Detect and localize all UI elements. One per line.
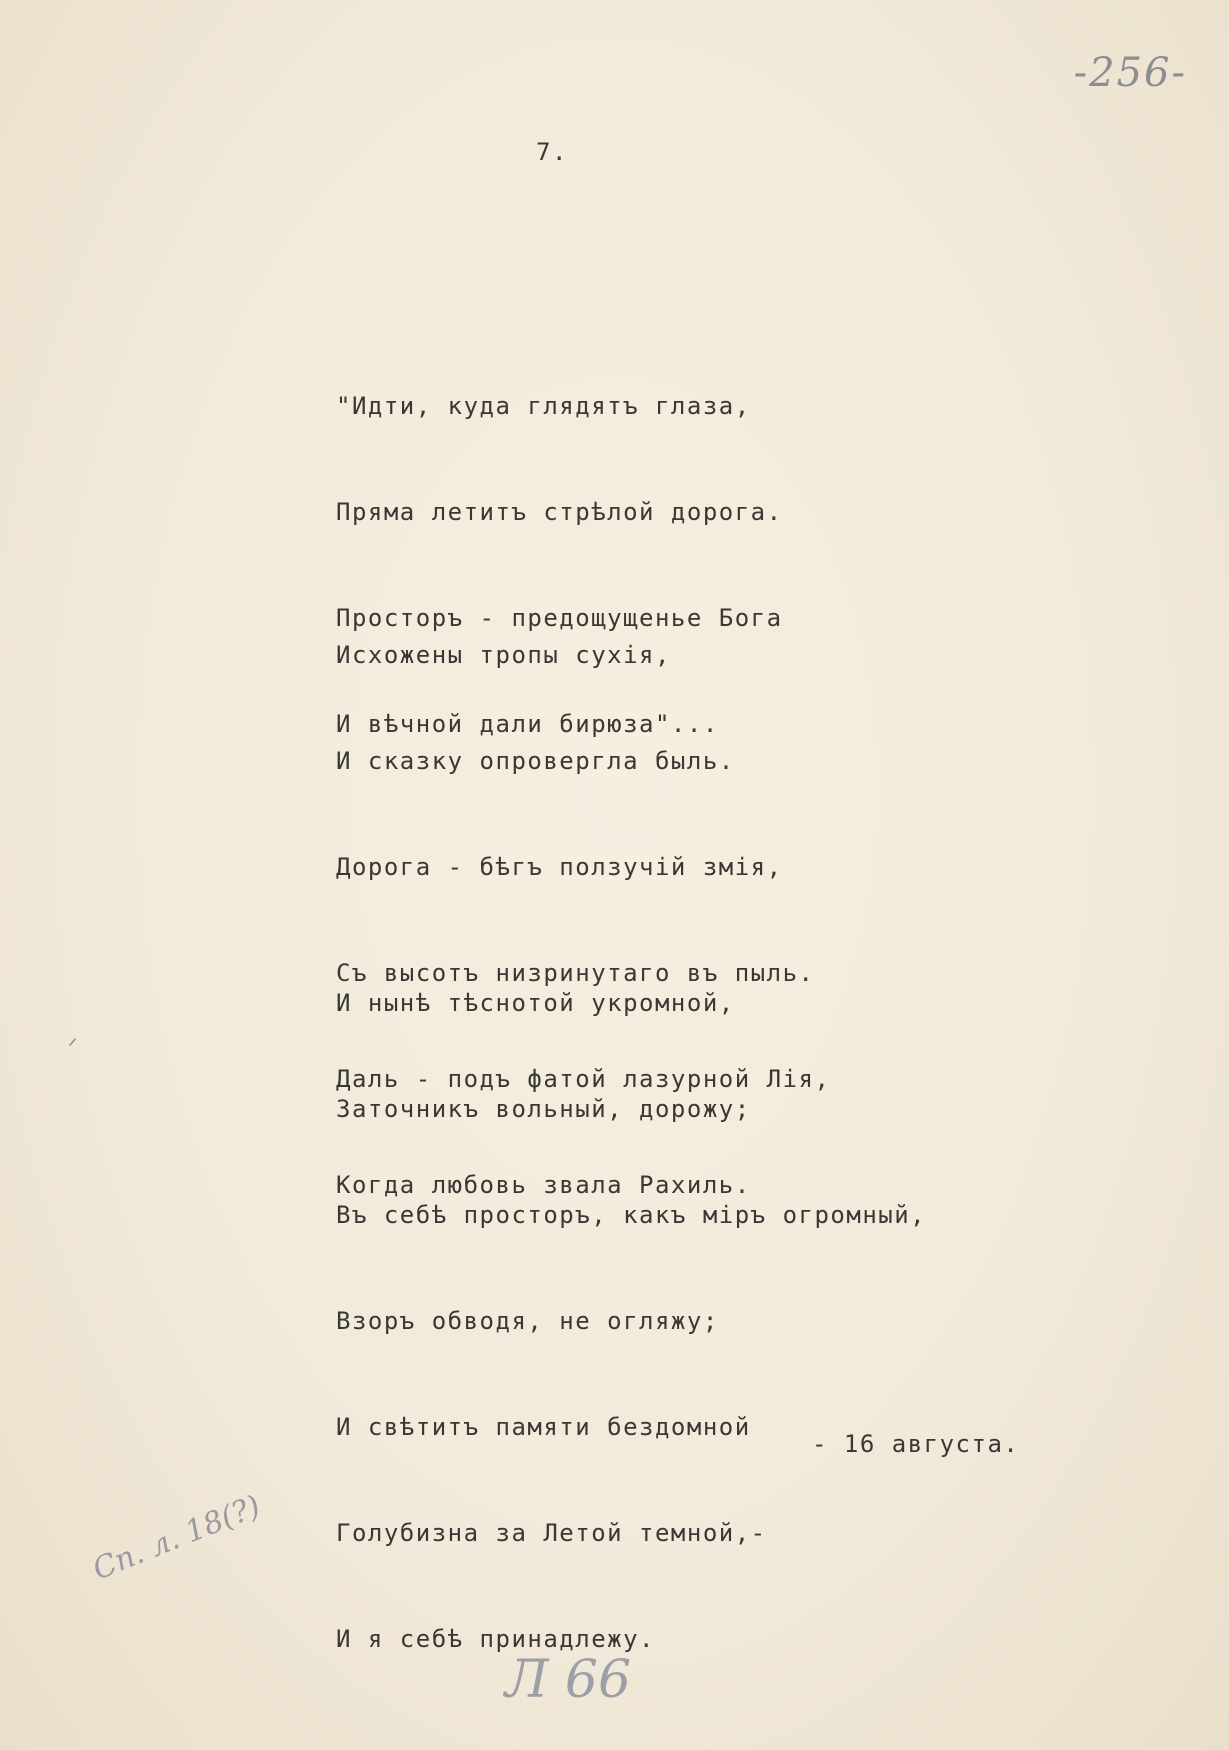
- poem-line: И вѣчной дали бирюза"...: [336, 710, 719, 738]
- date-line: - 16 августа.: [812, 1430, 1020, 1458]
- poem-line: Голубизна за Летой темной,-: [336, 1519, 767, 1547]
- stanza-3: [336, 922, 926, 1720]
- poem-line: Пряма летитъ стрѣлой дорога.: [336, 498, 783, 526]
- poem-line: Въ себѣ просторъ, какъ міръ огромный,: [336, 1201, 927, 1229]
- poem-line: И я себѣ принадлежу.: [336, 1625, 655, 1653]
- margin-note: Сп. л. 18(?): [88, 1488, 266, 1588]
- pencil-mark-icon: ᐟ: [68, 1035, 78, 1060]
- archive-number: Л 66: [505, 1650, 632, 1710]
- poem-line: Съ высотъ низринутаго въ пыль.: [336, 959, 815, 987]
- poem-line: И сказку опровергла быль.: [336, 747, 735, 775]
- poem-line: Заточникъ вольный, дорожу;: [336, 1095, 751, 1123]
- poem-line: И свѣтитъ памяти бездомной: [336, 1413, 751, 1441]
- page-number: 7.: [536, 138, 568, 166]
- poem-line: И нынѣ тѣснотой укромной,: [336, 989, 735, 1017]
- poem-line: Даль - подъ фатой лазурной Лія,: [336, 1065, 831, 1093]
- poem-line: "Идти, куда глядятъ глаза,: [336, 392, 751, 420]
- poem-line: Взоръ обводя, не огляжу;: [336, 1307, 719, 1335]
- poem-line: Когда любовь звала Рахиль.: [336, 1171, 751, 1199]
- folio-number: -256-: [1073, 50, 1187, 96]
- poem-line: Дорога - бѣгъ ползучій змія,: [336, 853, 783, 881]
- poem-line: Просторъ - предощущенье Бога: [336, 604, 783, 632]
- poem-line: Исхожены тропы сухія,: [336, 641, 671, 669]
